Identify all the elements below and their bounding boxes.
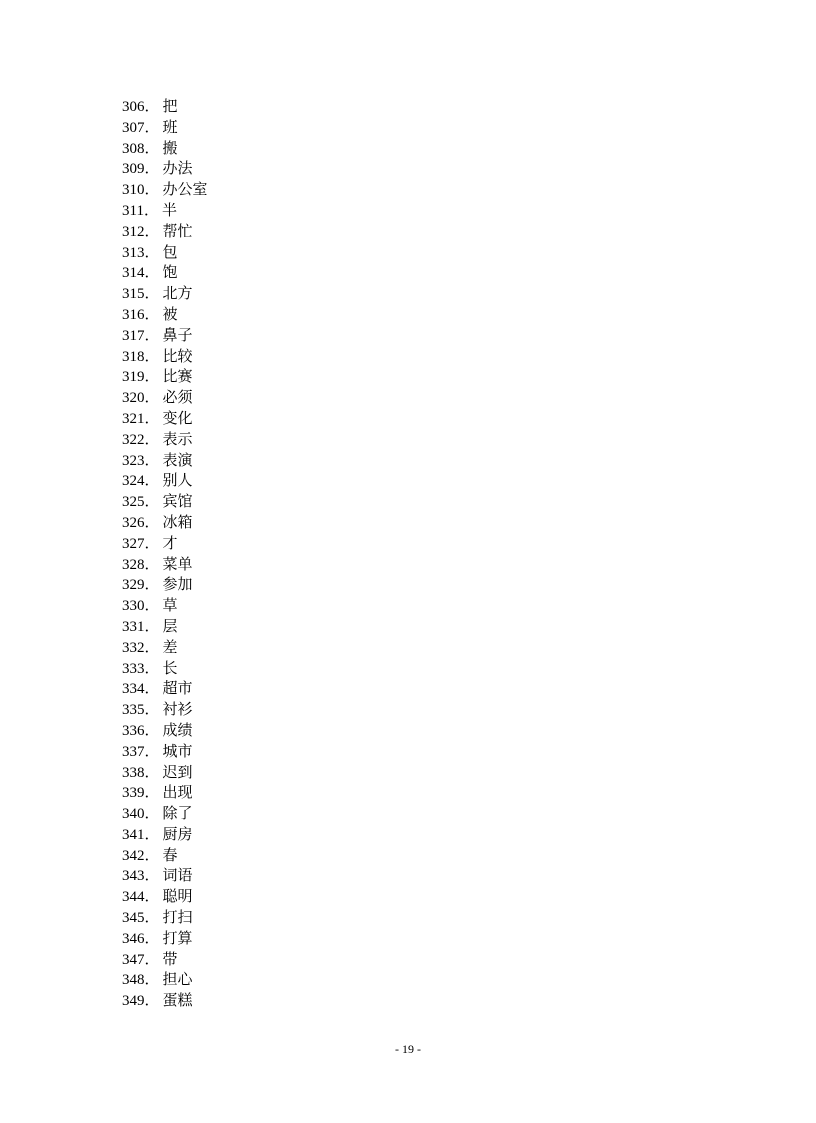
entry-number: 347．	[122, 951, 160, 968]
entry-word: 变化	[162, 408, 193, 427]
entry-number: 310．	[122, 182, 160, 199]
list-item	[122, 554, 208, 575]
entry-number: 306．	[122, 99, 160, 115]
entry-word: 比赛	[162, 367, 193, 386]
entry-number: 332．	[122, 639, 160, 656]
entry-word: 迟到	[162, 762, 193, 781]
entry-word: 办公室	[162, 180, 208, 199]
entry-word: 必须	[162, 388, 193, 407]
entry-number: 340．	[122, 806, 160, 823]
entry-word: 把	[162, 97, 178, 115]
entry-word: 宾馆	[162, 492, 193, 511]
entry-number: 313．	[122, 244, 160, 261]
entry-word: 超市	[162, 679, 193, 698]
list-item	[122, 429, 208, 450]
entry-number: 348．	[122, 972, 160, 989]
list-item	[122, 949, 208, 970]
entry-word: 班	[162, 117, 178, 136]
entry-number: 338．	[122, 764, 160, 781]
list-item	[122, 158, 208, 179]
list-item	[122, 699, 208, 720]
entry-word: 打扫	[162, 908, 193, 927]
list-item	[122, 616, 208, 637]
entry-number: 309．	[122, 161, 160, 178]
list-item	[122, 325, 208, 346]
list-item	[122, 179, 208, 200]
entry-number: 330．	[122, 598, 160, 615]
entry-word: 词语	[162, 866, 193, 885]
list-item	[122, 574, 208, 595]
list-item	[122, 304, 208, 325]
entry-number: 320．	[122, 390, 160, 407]
entry-word: 半	[161, 200, 177, 219]
list-item	[122, 886, 208, 907]
entry-word: 差	[162, 637, 178, 656]
list-item	[122, 96, 208, 117]
entry-number: 312．	[122, 223, 160, 240]
list-item	[122, 595, 208, 616]
list-item	[122, 200, 208, 221]
entry-word: 别人	[162, 471, 193, 490]
entry-number: 325．	[122, 494, 160, 511]
entry-number: 335．	[122, 702, 160, 719]
entry-word: 菜单	[162, 554, 193, 573]
entry-word: 表演	[162, 450, 193, 469]
list-item	[122, 637, 208, 658]
list-item	[122, 741, 208, 762]
list-item	[122, 928, 208, 949]
entry-word: 包	[162, 242, 178, 261]
entry-word: 蛋糕	[162, 991, 193, 1010]
list-item	[122, 969, 208, 990]
list-item	[122, 762, 208, 783]
entry-number: 328．	[122, 556, 160, 573]
entry-number: 314．	[122, 265, 160, 282]
list-item	[122, 533, 208, 554]
entry-word: 鼻子	[162, 325, 193, 344]
entry-word: 长	[162, 658, 178, 677]
entry-number: 349．	[122, 993, 160, 1010]
entry-word: 担心	[162, 970, 193, 989]
entry-number: 317．	[122, 327, 160, 344]
entry-number: 344．	[122, 889, 160, 906]
entry-number: 322．	[122, 431, 160, 448]
entry-word: 厨房	[162, 824, 193, 843]
list-item	[122, 512, 208, 533]
list-item	[122, 450, 208, 471]
entry-word: 被	[162, 304, 178, 323]
entry-number: 336．	[122, 722, 160, 739]
list-item	[122, 346, 208, 367]
entry-word: 城市	[162, 741, 193, 760]
entry-number: 329．	[122, 577, 160, 594]
entry-number: 343．	[122, 868, 160, 885]
entry-word: 搬	[162, 138, 178, 157]
entry-number: 346．	[122, 930, 160, 947]
entry-number: 319．	[122, 369, 160, 386]
list-item	[122, 658, 208, 679]
entry-number: 316．	[122, 306, 160, 323]
entry-number: 345．	[122, 910, 160, 927]
entry-word: 草	[162, 596, 178, 615]
entry-number: 323．	[122, 452, 160, 469]
entry-number: 333．	[122, 660, 160, 677]
entry-number: 327．	[122, 535, 160, 552]
entry-word: 聪明	[162, 887, 193, 906]
list-item	[122, 845, 208, 866]
entry-number: 334．	[122, 681, 160, 698]
list-item	[122, 138, 208, 159]
list-item	[122, 387, 208, 408]
entry-word: 成绩	[162, 720, 193, 739]
entry-number: 315．	[122, 286, 160, 303]
entry-number: 341．	[122, 826, 160, 843]
entry-number: 337．	[122, 743, 160, 760]
entry-word: 帮忙	[162, 221, 193, 240]
entry-number: 339．	[122, 785, 160, 802]
list-item	[122, 824, 208, 845]
entry-word: 办法	[162, 159, 193, 178]
list-item	[122, 117, 208, 138]
list-item	[122, 242, 208, 263]
entry-word: 春	[162, 845, 178, 864]
list-item	[122, 366, 208, 387]
entry-number: 324．	[122, 473, 160, 490]
entry-word: 打算	[162, 928, 193, 947]
list-item	[122, 907, 208, 928]
entry-number: 311．	[122, 202, 159, 219]
entry-word: 参加	[162, 575, 193, 594]
list-item	[122, 720, 208, 741]
list-item	[122, 491, 208, 512]
entry-word: 北方	[162, 284, 193, 303]
entry-number: 307．	[122, 119, 160, 136]
entry-word: 衬衫	[162, 700, 193, 719]
list-item	[122, 803, 208, 824]
list-item	[122, 678, 208, 699]
entry-number: 331．	[122, 618, 160, 635]
vocabulary-list	[122, 96, 208, 1011]
list-item	[122, 262, 208, 283]
list-item	[122, 782, 208, 803]
list-item	[122, 990, 208, 1011]
list-item	[122, 221, 208, 242]
entry-word: 比较	[162, 346, 193, 365]
entry-number: 321．	[122, 410, 160, 427]
list-item	[122, 283, 208, 304]
entry-word: 出现	[162, 783, 193, 802]
entry-word: 层	[162, 616, 178, 635]
entry-number: 318．	[122, 348, 160, 365]
entry-word: 冰箱	[162, 512, 193, 531]
list-item	[122, 470, 208, 491]
entry-word: 饱	[162, 263, 178, 282]
entry-number: 342．	[122, 847, 160, 864]
list-item	[122, 865, 208, 886]
page-number: - 19 -	[395, 1042, 421, 1056]
entry-number: 326．	[122, 514, 160, 531]
list-item	[122, 408, 208, 429]
entry-word: 才	[162, 533, 178, 552]
entry-word: 带	[162, 949, 178, 968]
entry-number: 308．	[122, 140, 160, 157]
entry-word: 除了	[162, 804, 193, 823]
entry-word: 表示	[162, 429, 193, 448]
